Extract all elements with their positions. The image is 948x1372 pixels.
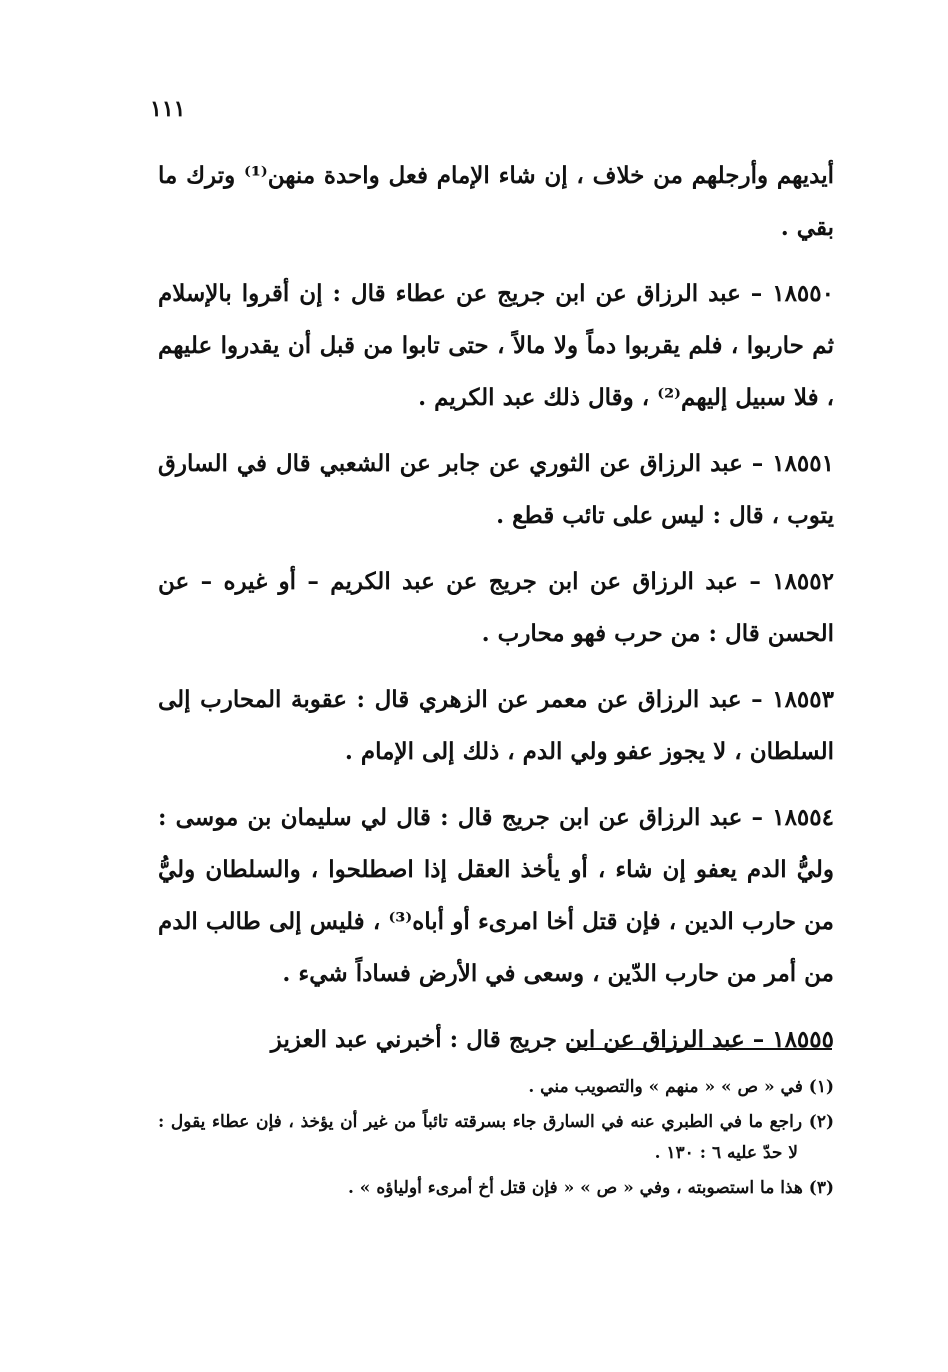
hadith-18552: ١٨٥٥٢ – عبد الرزاق عن ابن جريج عن عبد الكريم – أو غيره – عن الحسن قال : من حرب فهو محارب . (158, 568, 834, 647)
hadith-18551: ١٨٥٥١ – عبد الرزاق عن الثوري عن جابر عن الشعبي قال في السارق يتوب ، قال : ليس على تائب قطع . (158, 450, 834, 529)
hadith-18553: ١٨٥٥٣ – عبد الرزاق عن معمر عن الزهري قال : عقوبة المحارب إلى السلطان ، لا يجوز عفو ولي الدم ، ذلك إلى الإمام . (158, 686, 834, 765)
hadith-18554: ١٨٥٥٤ – عبد الرزاق عن ابن جريج قال : قال لي سليمان بن موسى : وليُّ الدم يعفو إن شاء ، أو يأخذ العقل إذا اصطلحوا ، والسلطان وليُّ من حارب الدين ، فإن قتل أخا امرىء أو أباه⁽³⁾ ، فليس إلى طالب الدم من أمر من حارب الدّين ، وسعى في الأرض فساداً شيء . (158, 804, 834, 987)
footnote-2: (٢) راجع ما في الطبري عنه في السارق جاء بسرقته تائباً من غير أن يؤخذ ، فإن عطاء يقول : لا حدّ عليه ٦ : ١٣٠ . (158, 1112, 834, 1163)
footnote-1: (١) في « ص » « منهم » والتصويب مني . (528, 1077, 834, 1097)
main-text (158, 150, 834, 1080)
hadith-18550: ١٨٥٥٠ – عبد الرزاق عن ابن جريج عن عطاء قال : إن أقروا بالإسلام ثم حاربوا ، فلم يقربوا دماً ولا مالاً ، حتى تابوا من قبل أن يقدروا عليهم ، فلا سبيل إليهم⁽²⁾ ، وقال ذلك عبد الكريم . (158, 280, 834, 411)
footnotes (158, 1072, 834, 1208)
page-number: ١١١ (150, 96, 186, 122)
footnote-3: (٣) هذا ما استصوبته ، وفي « ص » « فإن قتل أخ أمرىء أولياؤه » . (347, 1178, 834, 1198)
paragraph-continuation: أيديهم وأرجلهم من خلاف ، إن شاء الإمام فعل واحدة منهن⁽¹⁾ وترك ما بقي . (158, 162, 834, 241)
hadith-18555: ١٨٥٥٥ – عبد الرزاق عن ابن جريج قال : أخبرني عبد العزيز (270, 1026, 834, 1053)
footnote-divider (568, 1048, 832, 1050)
